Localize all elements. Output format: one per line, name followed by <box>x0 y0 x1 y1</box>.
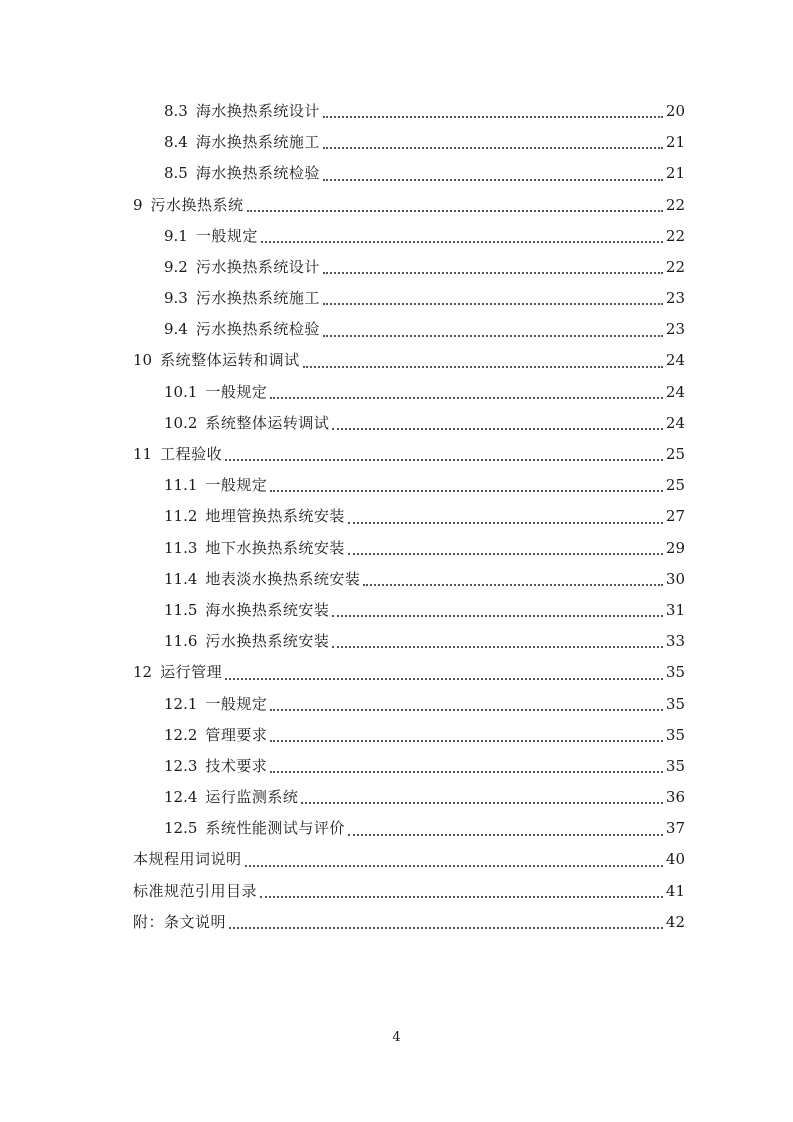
toc-entry-title: 附：条文说明 <box>133 912 227 931</box>
dot-leader <box>348 553 663 555</box>
toc-entry-number: 9.1 <box>164 226 188 245</box>
toc-entry-page: 40 <box>665 850 685 869</box>
toc-entry[interactable] <box>133 533 685 564</box>
toc-entry[interactable] <box>133 689 685 720</box>
toc-entry-page: 25 <box>665 476 685 495</box>
toc-entry-page: 27 <box>665 507 685 526</box>
toc-entry-title: 一般规定 <box>195 226 258 245</box>
toc-entry-page: 23 <box>665 320 685 339</box>
toc-entry-title: 地埋管换热系统安装 <box>205 507 345 526</box>
dot-leader <box>332 615 662 617</box>
toc-entry-number: 11.4 <box>164 569 198 588</box>
toc-entry[interactable] <box>133 252 685 283</box>
toc-entry-title: 海水换热系统检验 <box>195 164 320 183</box>
toc-entry-page: 35 <box>665 725 685 744</box>
dot-leader <box>245 865 663 867</box>
dot-leader <box>225 459 663 461</box>
toc-entry-page: 21 <box>665 164 685 183</box>
toc-entry-number: 12.1 <box>164 694 198 713</box>
toc-entry-page: 31 <box>665 600 685 619</box>
toc-entry-number: 12 <box>133 663 153 682</box>
dot-leader <box>229 927 663 929</box>
toc-entry[interactable] <box>133 845 685 876</box>
toc-entry-number: 12.3 <box>164 756 198 775</box>
toc-entry[interactable] <box>133 346 685 377</box>
toc-entry-title: 污水换热系统施工 <box>195 289 320 308</box>
toc-entry-title: 系统整体运转调试 <box>205 413 330 432</box>
dot-leader <box>323 147 663 149</box>
toc-entry-title: 本规程用词说明 <box>133 850 242 869</box>
toc-entry-page: 24 <box>665 382 685 401</box>
toc-entry-title: 海水换热系统施工 <box>195 133 320 152</box>
toc-entry[interactable] <box>133 501 685 532</box>
toc-entry[interactable] <box>133 876 685 907</box>
toc-entry-number: 8.5 <box>164 164 188 183</box>
toc-entry-number: 10.2 <box>164 413 198 432</box>
toc-entry-number: 8.3 <box>164 101 188 120</box>
toc-entry[interactable] <box>133 408 685 439</box>
page-number: 4 <box>392 1030 401 1045</box>
dot-leader <box>260 896 663 898</box>
toc-entry-page: 30 <box>665 569 685 588</box>
toc-entry[interactable] <box>133 720 685 751</box>
toc-entry-page: 25 <box>665 445 685 464</box>
toc-entry-title: 一般规定 <box>205 382 268 401</box>
toc-entry-page: 21 <box>665 133 685 152</box>
toc-entry-number: 11.6 <box>164 632 198 651</box>
toc-entry[interactable] <box>133 470 685 501</box>
dot-leader <box>348 522 663 524</box>
toc-entry-page: 23 <box>665 289 685 308</box>
toc-entry-title: 污水换热系统检验 <box>195 320 320 339</box>
toc-entry[interactable] <box>133 782 685 813</box>
toc-entry[interactable] <box>133 190 685 221</box>
dot-leader <box>270 397 662 399</box>
toc-entry-title: 标准规范引用目录 <box>133 881 258 900</box>
dot-leader <box>303 366 663 368</box>
toc-entry-number: 12.2 <box>164 725 198 744</box>
toc-entry-page: 41 <box>665 881 685 900</box>
toc-entry-title: 系统性能测试与评价 <box>205 819 345 838</box>
toc-entry-number: 11.3 <box>164 538 198 557</box>
toc-entry-number: 12.4 <box>164 788 198 807</box>
toc-entry-page: 35 <box>665 694 685 713</box>
dot-leader <box>261 241 663 243</box>
toc-entry-title: 污水换热系统设计 <box>195 257 320 276</box>
toc-entry-number: 8.4 <box>164 133 188 152</box>
toc-entry[interactable] <box>133 283 685 314</box>
toc-entry[interactable] <box>133 657 685 688</box>
toc-entry-number: 11.1 <box>164 476 198 495</box>
toc-entry-title: 技术要求 <box>205 756 268 775</box>
toc-entry-title: 污水换热系统安装 <box>205 632 330 651</box>
dot-leader <box>323 272 663 274</box>
toc-entry-page: 22 <box>665 257 685 276</box>
dot-leader <box>323 303 663 305</box>
toc-entry-title: 污水换热系统 <box>150 195 244 214</box>
toc-entry-number: 10.1 <box>164 382 198 401</box>
dot-leader <box>270 740 662 742</box>
dot-leader <box>323 116 663 118</box>
dot-leader <box>270 709 662 711</box>
toc-entry[interactable] <box>133 626 685 657</box>
toc-entry-number: 10 <box>133 351 153 370</box>
toc-entry[interactable] <box>133 96 685 127</box>
dot-leader <box>332 428 662 430</box>
toc-entry-number: 9.4 <box>164 320 188 339</box>
toc-entry-title: 一般规定 <box>205 476 268 495</box>
toc-entry-page: 35 <box>665 663 685 682</box>
toc-entry-page: 36 <box>665 788 685 807</box>
toc-entry-number: 11.2 <box>164 507 198 526</box>
toc-entry[interactable] <box>133 314 685 345</box>
dot-leader <box>348 834 663 836</box>
dot-leader <box>301 802 662 804</box>
toc-entry-number: 11.5 <box>164 600 198 619</box>
toc-entry[interactable] <box>133 595 685 626</box>
toc-entry-page: 35 <box>665 756 685 775</box>
toc-entry-title: 系统整体运转和调试 <box>160 351 300 370</box>
dot-leader <box>323 179 663 181</box>
toc-entry[interactable] <box>133 158 685 189</box>
dot-leader <box>270 771 662 773</box>
dot-leader <box>225 678 663 680</box>
toc-entry[interactable] <box>133 127 685 158</box>
toc-entry-title: 地表淡水换热系统安装 <box>205 569 361 588</box>
dot-leader <box>323 335 663 337</box>
toc-entry-page: 29 <box>665 538 685 557</box>
toc-entry-page: 22 <box>665 226 685 245</box>
toc-entry-title: 海水换热系统设计 <box>195 101 320 120</box>
toc-entry-title: 地下水换热系统安装 <box>205 538 345 557</box>
toc-entry-title: 运行管理 <box>160 663 223 682</box>
dot-leader <box>270 490 662 492</box>
dot-leader <box>363 584 662 586</box>
toc-entry-page: 20 <box>665 101 685 120</box>
toc-entry[interactable] <box>133 439 685 470</box>
toc-entry[interactable] <box>133 564 685 595</box>
toc-entry[interactable] <box>133 221 685 252</box>
toc-entry-page: 37 <box>665 819 685 838</box>
toc-entry-page: 22 <box>665 195 685 214</box>
dot-leader <box>332 646 662 648</box>
toc-entry-number: 9.2 <box>164 257 188 276</box>
table-of-contents <box>133 96 685 938</box>
toc-entry-title: 管理要求 <box>205 725 268 744</box>
toc-entry-number: 12.5 <box>164 819 198 838</box>
dot-leader <box>247 210 663 212</box>
toc-entry-number: 9 <box>133 195 143 214</box>
toc-entry-title: 一般规定 <box>205 694 268 713</box>
toc-entry-title: 运行监测系统 <box>205 788 299 807</box>
toc-entry[interactable] <box>133 377 685 408</box>
toc-entry-number: 11 <box>133 445 153 464</box>
toc-entry-page: 24 <box>665 413 685 432</box>
toc-entry-page: 33 <box>665 632 685 651</box>
toc-entry[interactable] <box>133 813 685 844</box>
toc-entry-title: 工程验收 <box>160 445 223 464</box>
toc-entry-title: 海水换热系统安装 <box>205 600 330 619</box>
toc-entry-page: 24 <box>665 351 685 370</box>
toc-entry[interactable] <box>133 907 685 938</box>
toc-entry[interactable] <box>133 751 685 782</box>
toc-entry-page: 42 <box>665 912 685 931</box>
toc-entry-number: 9.3 <box>164 289 188 308</box>
